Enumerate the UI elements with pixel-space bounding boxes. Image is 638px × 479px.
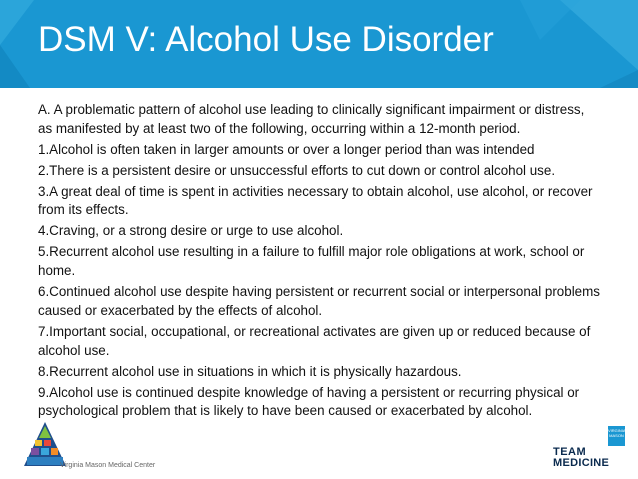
criterion-1: 1.Alcohol is often taken in larger amounts or over a longer period than was intended <box>38 141 535 157</box>
slide-header <box>0 0 638 88</box>
criterion-9: 9.Alcohol use is continued despite knowledge of having a persistent or recurring physical or psychological problem that is likely to have been caused or exacerbated by alcohol. <box>38 384 580 419</box>
criterion-2: 2.There is a persistent desire or unsuccessful efforts to cut down or control alcohol use. <box>38 162 556 178</box>
criterion-4: 4.Craving, or a strong desire or urge to use alcohol. <box>38 223 344 239</box>
footer-org-text: Virginia Mason Medical Center <box>60 462 156 469</box>
criterion-6: 6.Continued alcohol use despite having persistent or recurrent social or interpersonal problems caused or exacerbated by the effects of alcohol. <box>38 284 600 318</box>
criterion-7: 7.Important social, occupational, or recreational activates are given up or reduced because of alcohol use. <box>38 323 591 358</box>
virginia-mason-badge: VIRGINIA MASON <box>608 426 625 446</box>
criterion-5: 5.Recurrent alcohol use resulting in a failure to fulfill major role obligations at work, school or home. <box>38 244 585 279</box>
criterion-3: 3.A great deal of time is spent in activities necessary to obtain alcohol, use alcohol, or recover from its effects. <box>38 183 593 218</box>
criteria-intro: A. A problematic pattern of alcohol use leading to clinically significant impairment or distress, as manifested by at least two of the following, occurring within a 12-month period. <box>38 102 585 136</box>
slide-title: DSM V: Alcohol Use Disorder <box>38 20 494 59</box>
criteria-list <box>38 101 602 423</box>
criterion-8: 8.Recurrent alcohol use in situations in which it is physically hazardous. <box>38 363 462 379</box>
team-medicine-logo <box>553 424 625 468</box>
pyramid-logo-icon <box>22 420 68 468</box>
logo-word-team: TEAM <box>553 446 587 458</box>
logo-word-medicine: MEDICINE <box>553 457 610 469</box>
